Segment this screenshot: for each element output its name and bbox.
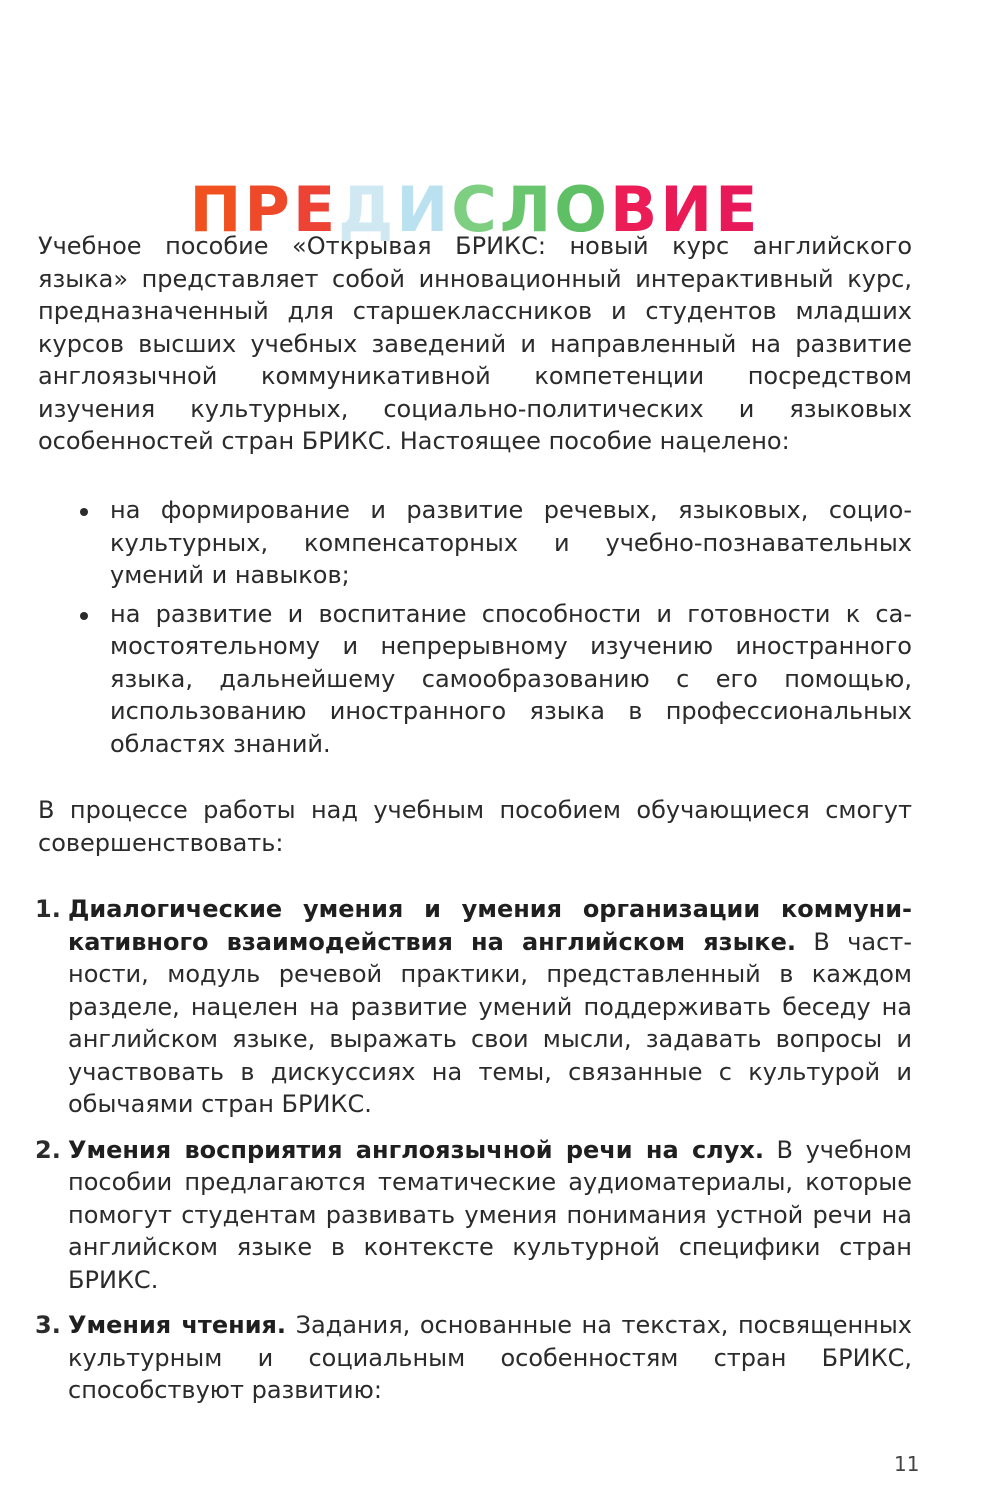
title-letter: Е: [292, 172, 339, 246]
skills-list: [35, 893, 912, 1420]
item-text: Задания, основанные на текстах, посвященных культурным и социальным особенностям стран БРИКС, способствуют развитию:: [68, 1311, 912, 1404]
title-letter: И: [396, 172, 452, 246]
title-letter: Е: [715, 172, 761, 246]
title-letter: И: [660, 172, 716, 246]
aims-list-item: [38, 494, 912, 592]
intro-paragraph: Учебное пособие «Открывая БРИКС: новый курс английского языка» представляет собой инновационный интерактивный курс, предназначенный для старшеклассников и студентов младших курсов высших учебных заведений и направленный на развитие англоязычной коммуникативной компетенции посредством изучения культурных, социально-политических и языковых особенностей стран БРИКС. Настоящее пособие нацелено:: [38, 232, 912, 455]
title-letter: О: [554, 172, 611, 246]
page-number: 11: [894, 1452, 920, 1476]
aims-list: [38, 494, 912, 766]
process-paragraph: В процессе работы над учебным пособием обучающиеся смогут совершенствовать:: [38, 796, 912, 857]
item-heading: Диалогические умения и умения организации коммуникативного взаимодействия на английском языке.: [68, 895, 912, 956]
title-letter: В: [610, 172, 661, 246]
item-text: В учебном пособии предлагаются тематические аудиоматериалы, которые помогут студентам развивать умения понимания устной речи на английском языке в контексте культурной специфики стран БРИКС.: [68, 1135, 912, 1294]
title-letter: Р: [244, 172, 293, 246]
item-heading: Умения чтения.: [68, 1311, 287, 1339]
skills-list-item: [35, 1309, 912, 1407]
skills-list-item: [35, 1134, 912, 1297]
title-letter: Л: [499, 172, 555, 246]
item-heading: Умения восприятия англоязычной речи на слух.: [68, 1135, 764, 1164]
title-letter: Д: [338, 172, 397, 246]
item-text: В частности, модуль речевой практики, представленный в каждом разделе, нацелен на развитие умений поддерживать беседу на английском языке, выражать свои мысли, задавать вопросы и участвовать в дискуссиях на темы, связанные с культурой и обычаями стран БРИКС.: [68, 927, 912, 1118]
skills-list-item: [35, 893, 912, 1121]
title-letter: П: [189, 172, 245, 246]
aims-list-item-text: на развитие и воспитание способности и готовности к самостоятельному и непрерывному изучению иностранного языка, дальнейшему самообразованию с его помощью, использованию иностранного языка в профессиональных областях знаний.: [110, 599, 912, 758]
bullet-icon: [80, 612, 88, 620]
item-number: 1.: [35, 895, 61, 923]
title-letter: С: [451, 172, 500, 246]
item-number: 3.: [35, 1311, 61, 1339]
item-number: 2.: [35, 1135, 61, 1164]
aims-list-item: [38, 598, 912, 761]
bullet-icon: [80, 508, 88, 516]
aims-list-item-text: на формирование и развитие речевых, языковых, социокультурных, компенсаторных и учебно-познавательных умений и навыков;: [110, 496, 912, 589]
